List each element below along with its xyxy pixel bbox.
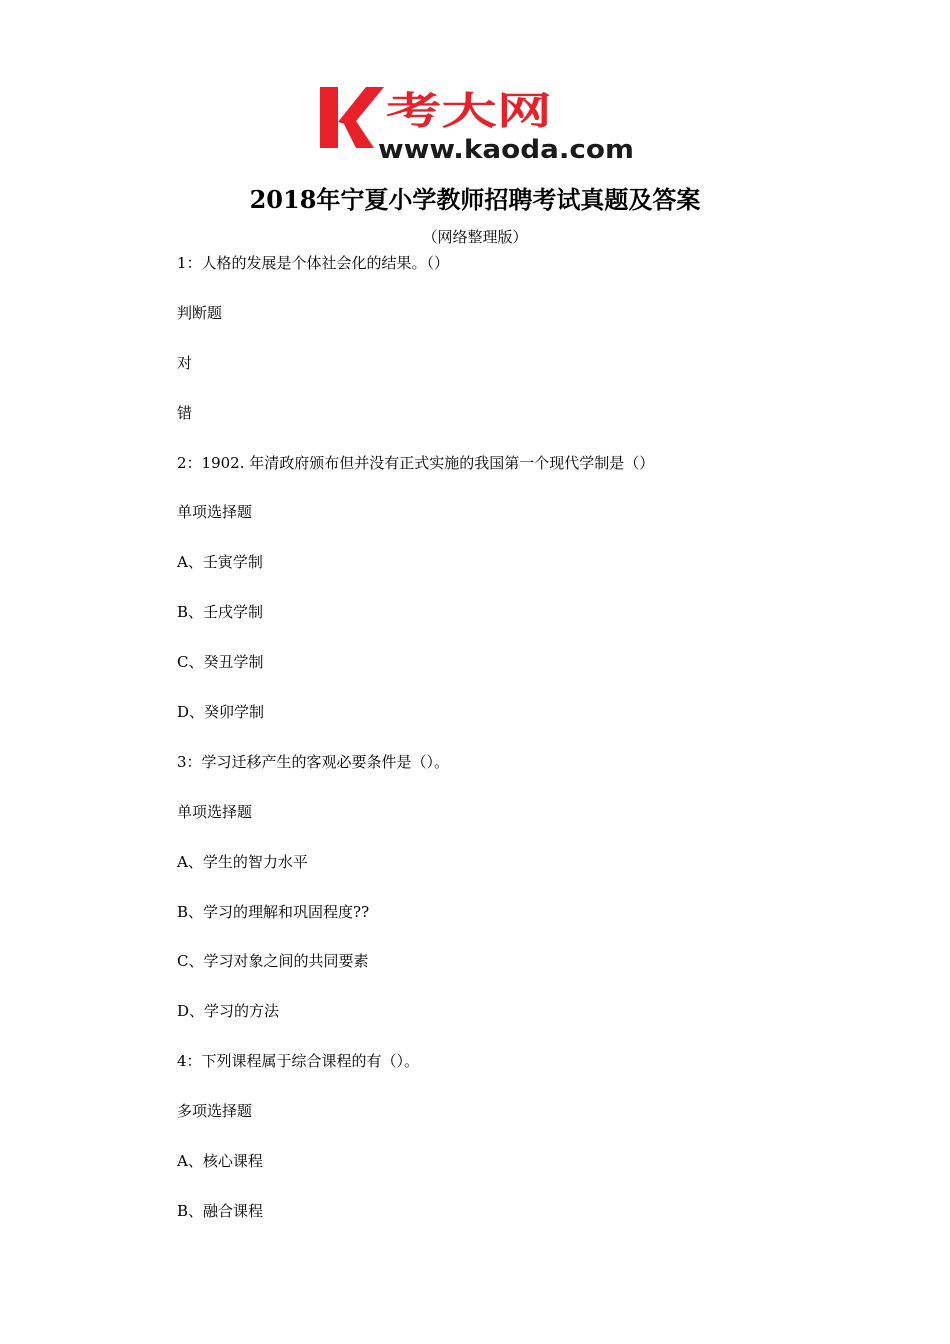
question-2-option-a: A、壬寅学制 (177, 553, 263, 572)
question-2-type: 单项选择题 (177, 503, 253, 522)
question-3-option-d: D、学习的方法 (177, 1002, 280, 1021)
question-2-option-c: C、癸丑学制 (177, 653, 264, 672)
logo-url-text: www.kaoda.com (378, 135, 634, 162)
question-1-option-true: 对 (177, 353, 193, 372)
question-1-type: 判断题 (177, 303, 223, 322)
page-title: 2018年宁夏小学教师招聘考试真题及答案 (249, 185, 701, 214)
question-3-option-b: B、学习的理解和巩固程度?? (177, 902, 370, 921)
question-4-stem: 4：下列课程属于综合课程的有（）。 (177, 1052, 420, 1071)
question-4-option-b: B、融合课程 (177, 1201, 264, 1220)
question-1-option-false: 错 (177, 403, 193, 422)
question-2-option-d: D、癸卯学制 (177, 703, 265, 722)
question-3-option-a: A、学生的智力水平 (177, 852, 308, 871)
question-2-stem: 2：1902. 年清政府颁布但并没有正式实施的我国第一个现代学制是（） (177, 453, 655, 472)
question-2-option-b: B、壬戌学制 (177, 603, 264, 622)
question-list (177, 251, 877, 1249)
question-3-option-c: C、学习对象之间的共同要素 (177, 952, 369, 971)
kaoda-logo (318, 82, 638, 162)
kaoda-logo-graphic (318, 82, 638, 162)
question-1-stem: 1：人格的发展是个体社会化的结果。（） (177, 254, 450, 272)
question-4-option-a: A、核心课程 (177, 1152, 263, 1171)
page-subtitle: （网络整理版） (422, 228, 528, 246)
question-4-type: 多项选择题 (177, 1102, 253, 1121)
question-3-type: 单项选择题 (177, 802, 253, 821)
question-3-stem: 3：学习迁移产生的客观必要条件是（）。 (177, 752, 450, 771)
logo-brand-text: 考大网 (386, 89, 552, 133)
